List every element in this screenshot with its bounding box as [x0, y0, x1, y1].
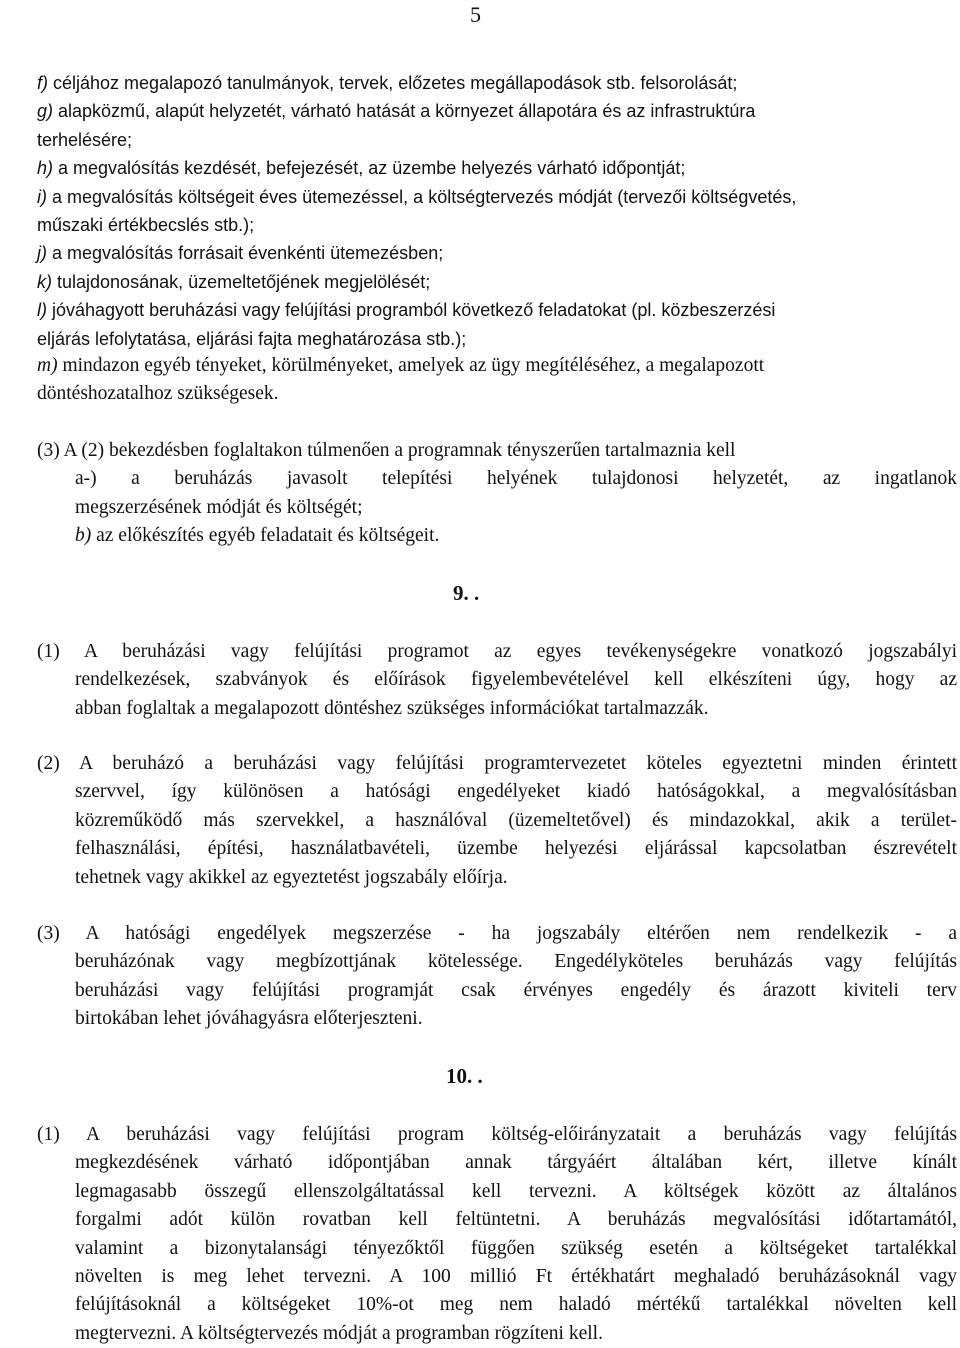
list-item-l: l) jóváhagyott beruházási vagy felújítási programból következő feladatokat (pl. közbeszerzési	[37, 300, 776, 321]
section-9-paragraph-1	[37, 638, 957, 723]
section-10-paragraph-1	[37, 1121, 957, 1348]
text-line: birtokában lehet jóváhagyásra előterjeszteni.	[75, 1008, 423, 1030]
list-item-k: k) tulajdonosának, üzemeltetőjének megjelölését;	[37, 271, 431, 292]
text-line: (3) A hatósági engedélyek megszerzése - ha jogszabály eltérően nem rendelkezik - a	[37, 923, 957, 944]
text-line: megkezdésének várható időpontjában annak tárgyáért általában kért, illetve kínált	[75, 1152, 957, 1174]
text-line: szervvel, így különösen a hatósági engedélyeket kiadó hatóságokkal, a megvalósításban	[75, 781, 957, 803]
paragraph-3-intro: (3) A (2) bekezdésben foglaltakon túlmenően a programnak tényszerűen tartalmaznia kell	[37, 440, 736, 461]
list-item-g: g) alapközmű, alapút helyzetét, várható hatását a környezet állapotára és az infrastruktúra	[37, 101, 756, 122]
list-item-m-block	[37, 352, 957, 409]
text-line: rendelkezések, szabványok és előírások figyelembevételével kell elkészíteni úgy, hogy az	[75, 669, 957, 691]
list-item-i: i) a megvalósítás költségeit éves ütemezéssel, a költségtervezés módját (tervezői költségvetés,	[37, 186, 797, 207]
section-10-heading: 10. .	[446, 1064, 483, 1088]
text-line: forgalmi adót külön rovatban kell feltüntetni. A beruházás megvalósítási időtartamától,	[75, 1209, 957, 1231]
paragraph-3-item-a-cont: megszerzésének módját és költségét;	[75, 496, 363, 518]
text-line: növelten is meg lehet tervezni. A 100 millió Ft értékhatárt meghaladó beruházásoknál vagy	[75, 1266, 957, 1288]
paragraph-3-item-a: a-) a beruházás javasolt telepítési helyének tulajdonosi helyzetét, az ingatlanok	[75, 468, 957, 490]
text-line: felújításoknál a költségeket 10%-ot meg nem haladó mértékű tartalékkal növelten kell	[75, 1294, 957, 1316]
text-line: beruházási vagy felújítási programját csak érvényes engedély és árazott kiviteli terv	[75, 979, 957, 1001]
text-line: tehetnek vagy akikkel az egyeztetést jogszabály előírja.	[75, 866, 508, 888]
list-item-m: m) mindazon egyéb tényeket, körülményeket, amelyek az ügy megítéléséhez, a megalapozott	[37, 355, 765, 376]
text-line: legmagasabb összegű ellenszolgáltatással kell tervezni. A költségek között az általános	[75, 1180, 957, 1202]
text-line: beruházónak vagy megbízottjának kötelessége. Engedélyköteles beruházás vagy felújítás	[75, 951, 957, 973]
paragraph-3-item-b: b) az előkészítés egyéb feladatait és költségeit.	[75, 525, 440, 547]
list-item-j: j) a megvalósítás forrásait évenkénti ütemezésben;	[37, 243, 444, 264]
list-item-i-cont: műszaki értékbecslés stb.);	[37, 215, 255, 236]
list-item-h: h) a megvalósítás kezdését, befejezését, az üzembe helyezés várható időpontját;	[37, 158, 686, 179]
text-line: valamint a bizonytalansági tényezőktől függően szükség esetén a költségeket tartalékkal	[75, 1237, 957, 1259]
text-line: közreműködő más szervekkel, a használóval (üzemeltetővel) és mindazokkal, akik a terület-	[75, 809, 957, 831]
text-line: abban foglaltak a megalapozott döntéshez szükséges információkat tartalmazzák.	[75, 697, 709, 719]
text-line: (2) A beruházó a beruházási vagy felújítási programtervezetet köteles egyeztetni minden érintett	[37, 753, 957, 774]
list-items-f-to-m	[37, 69, 957, 353]
text-line: (1) A beruházási vagy felújítási program költség-előirányzatait a beruházás vagy felújítás	[37, 1124, 957, 1145]
section-9-paragraph-2	[37, 750, 957, 892]
list-item-g-cont: terhelésére;	[37, 129, 133, 150]
section-9-paragraph-3	[37, 920, 957, 1034]
text-line: (1) A beruházási vagy felújítási programot az egyes tevékenységekre vonatkozó jogszabályi	[37, 641, 957, 662]
text-line: megtervezni. A költségtervezés módját a programban rögzíteni kell.	[75, 1322, 603, 1344]
section-9-heading: 9. .	[453, 581, 480, 605]
paragraph-3	[37, 437, 957, 551]
text-line: felhasználási, építési, használatbavételi, üzembe helyezési eljárással kapcsolatban észrevételt	[75, 838, 957, 860]
list-item-l-cont: eljárás lefolytatása, eljárási fajta meghatározása stb.);	[37, 328, 467, 349]
page-number: 5	[470, 2, 481, 27]
list-item-m-cont: döntéshozatalhoz szükségesek.	[37, 383, 279, 405]
list-item-f: f) céljához megalapozó tanulmányok, tervek, előzetes megállapodások stb. felsorolását;	[37, 73, 738, 93]
